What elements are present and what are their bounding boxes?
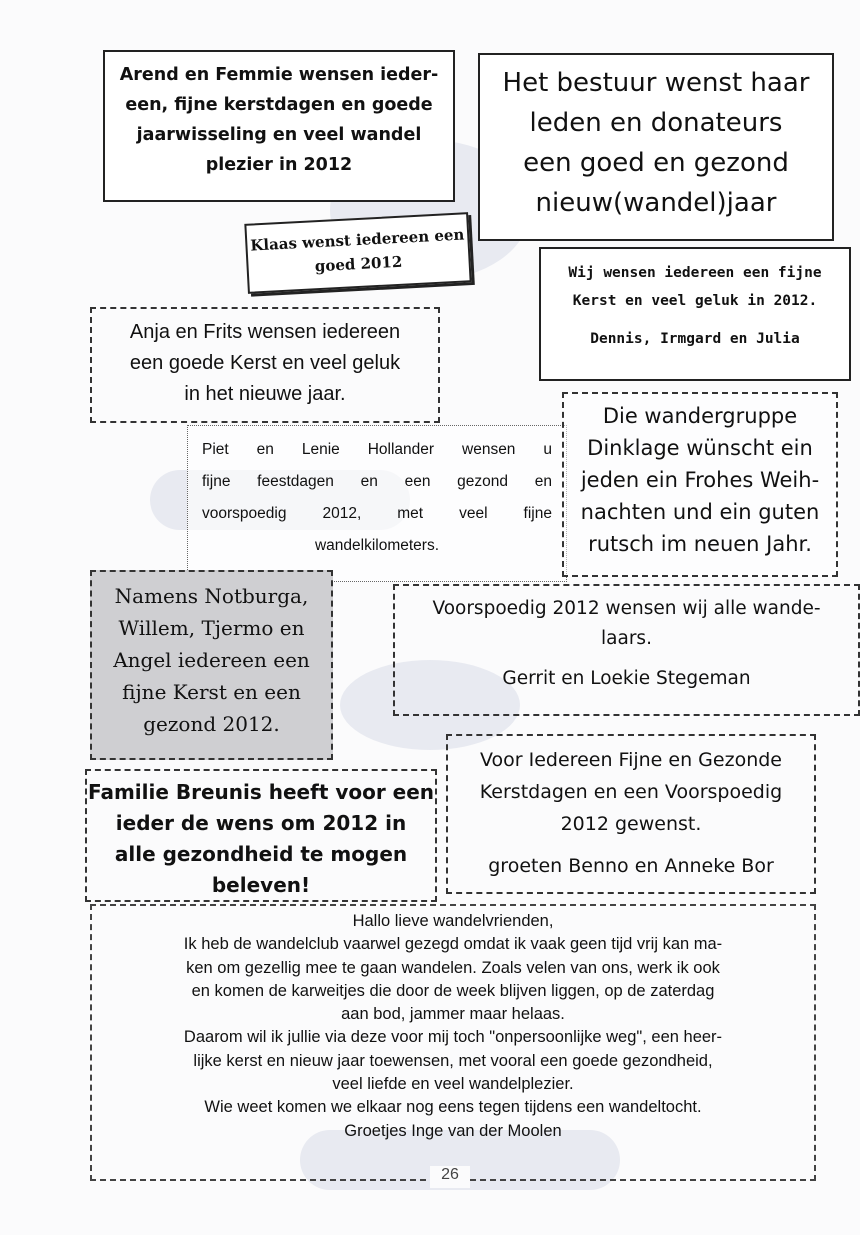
greeting-dennis-irmgard-julia <box>539 247 851 381</box>
text-line: Piet en Lenie Hollander wensen u <box>202 441 552 458</box>
text-line: Hallo lieve wandelvrienden, <box>352 912 554 930</box>
text-line: nieuw(wandel)jaar <box>535 188 777 218</box>
text-line: Kerst en veel geluk in 2012. <box>572 293 818 309</box>
greeting-benno-anneke <box>446 734 816 894</box>
greeting-anja-frits <box>90 307 440 423</box>
signature: groeten Benno en Anneke Bor <box>488 855 774 877</box>
text-line: ieder de wens om 2012 in <box>115 811 407 835</box>
text-line: leden en donateurs <box>529 108 783 138</box>
text-line: Wij wensen iedereen een fijne <box>568 265 822 281</box>
text-line: gezond 2012. <box>143 712 280 736</box>
text-line: een goed en gezond <box>523 148 789 178</box>
greeting-bestuur <box>478 53 834 241</box>
page-number: 26 <box>430 1166 470 1188</box>
signature: Gerrit en Loekie Stegeman <box>502 668 751 689</box>
greeting-klaas <box>244 212 471 294</box>
greeting-piet-lenie <box>187 425 567 582</box>
text-line: in het nieuwe jaar. <box>184 383 346 405</box>
text-line: Kerstdagen en een Voorspoedig <box>479 781 783 803</box>
text-line: Anja en Frits wensen iedereen <box>129 321 401 343</box>
text-line: rutsch im neuen Jahr. <box>588 532 812 556</box>
signature: Dennis, Irmgard en Julia <box>590 331 800 347</box>
text-line: Ik heb de wandelclub vaarwel gezegd omdat ik vaak geen tijd vrij kan ma- <box>183 935 723 954</box>
greeting-familie-breunis <box>85 769 437 902</box>
text-line: fijne Kerst en een <box>122 680 301 704</box>
text-line: Voorspoedig 2012 wensen wij alle wande- <box>432 598 821 619</box>
text-line: een, fijne kerstdagen en goede <box>125 95 433 115</box>
greeting-wandergruppe-dinklage <box>562 392 838 577</box>
text-line: jaarwisseling en veel wandel <box>136 125 422 145</box>
text-line: en komen de karweitjes die door de week blijven liggen, op de zaterdag <box>191 981 715 1000</box>
text-line: ken om gezellig mee te gaan wandelen. Zoals velen van ons, werk ik ook <box>186 958 720 977</box>
text-line: fijne feestdagen en een gezond en <box>202 473 552 490</box>
text-line: nachten und ein guten <box>580 500 820 524</box>
text-line: Daarom wil ik jullie via deze voor mij toch "onpersoonlijke weg", een heer- <box>183 1028 723 1047</box>
text-line: Voor Iedereen Fijne en Gezonde <box>480 749 782 771</box>
text-line: Namens Notburga, <box>114 584 309 608</box>
text-line: Klaas wenst iedereen een <box>249 225 465 255</box>
text-line: Dinklage wünscht ein <box>587 436 813 460</box>
text-line: veel liefde en veel wandelplezier. <box>332 1075 574 1094</box>
text-line: laars. <box>601 628 652 649</box>
text-line: jeden ein Frohes Weih- <box>580 468 820 492</box>
greeting-notburga-willem <box>90 570 333 760</box>
text-line: Het bestuur wenst haar <box>502 68 810 98</box>
text-line: Familie Breunis heeft voor een <box>87 780 435 804</box>
text-line: Arend en Femmie wensen ieder- <box>119 65 439 85</box>
text-line: 2012 gewenst. <box>560 813 702 835</box>
text-line: Die wandergruppe <box>602 404 798 428</box>
text-line: Angel iedereen een <box>113 648 310 672</box>
text-line: voorspoedig 2012, met veel fijne <box>202 505 552 522</box>
text-line: goed 2012 <box>314 252 403 276</box>
text-line: aan bod, jammer maar helaas. <box>341 1005 565 1024</box>
greeting-gerrit-loekie <box>393 584 860 716</box>
text-line: lijke kerst en nieuw jaar toewensen, met vooral een goede gezondheid, <box>193 1051 713 1070</box>
greeting-arend-femmie <box>103 50 455 202</box>
text-line: wandelkilometers. <box>314 537 440 554</box>
text-line: plezier in 2012 <box>205 155 353 175</box>
greeting-inge-letter <box>90 904 816 1181</box>
text-line: een goede Kerst en veel geluk <box>129 352 401 374</box>
text-line: Wie weet komen we elkaar nog eens tegen tijdens een wandeltocht. <box>204 1098 702 1117</box>
signature: Groetjes Inge van der Moolen <box>344 1121 562 1140</box>
text-line: alle gezondheid te mogen <box>114 842 408 866</box>
text-line: Willem, Tjermo en <box>118 616 305 640</box>
text-line: beleven! <box>211 873 311 897</box>
